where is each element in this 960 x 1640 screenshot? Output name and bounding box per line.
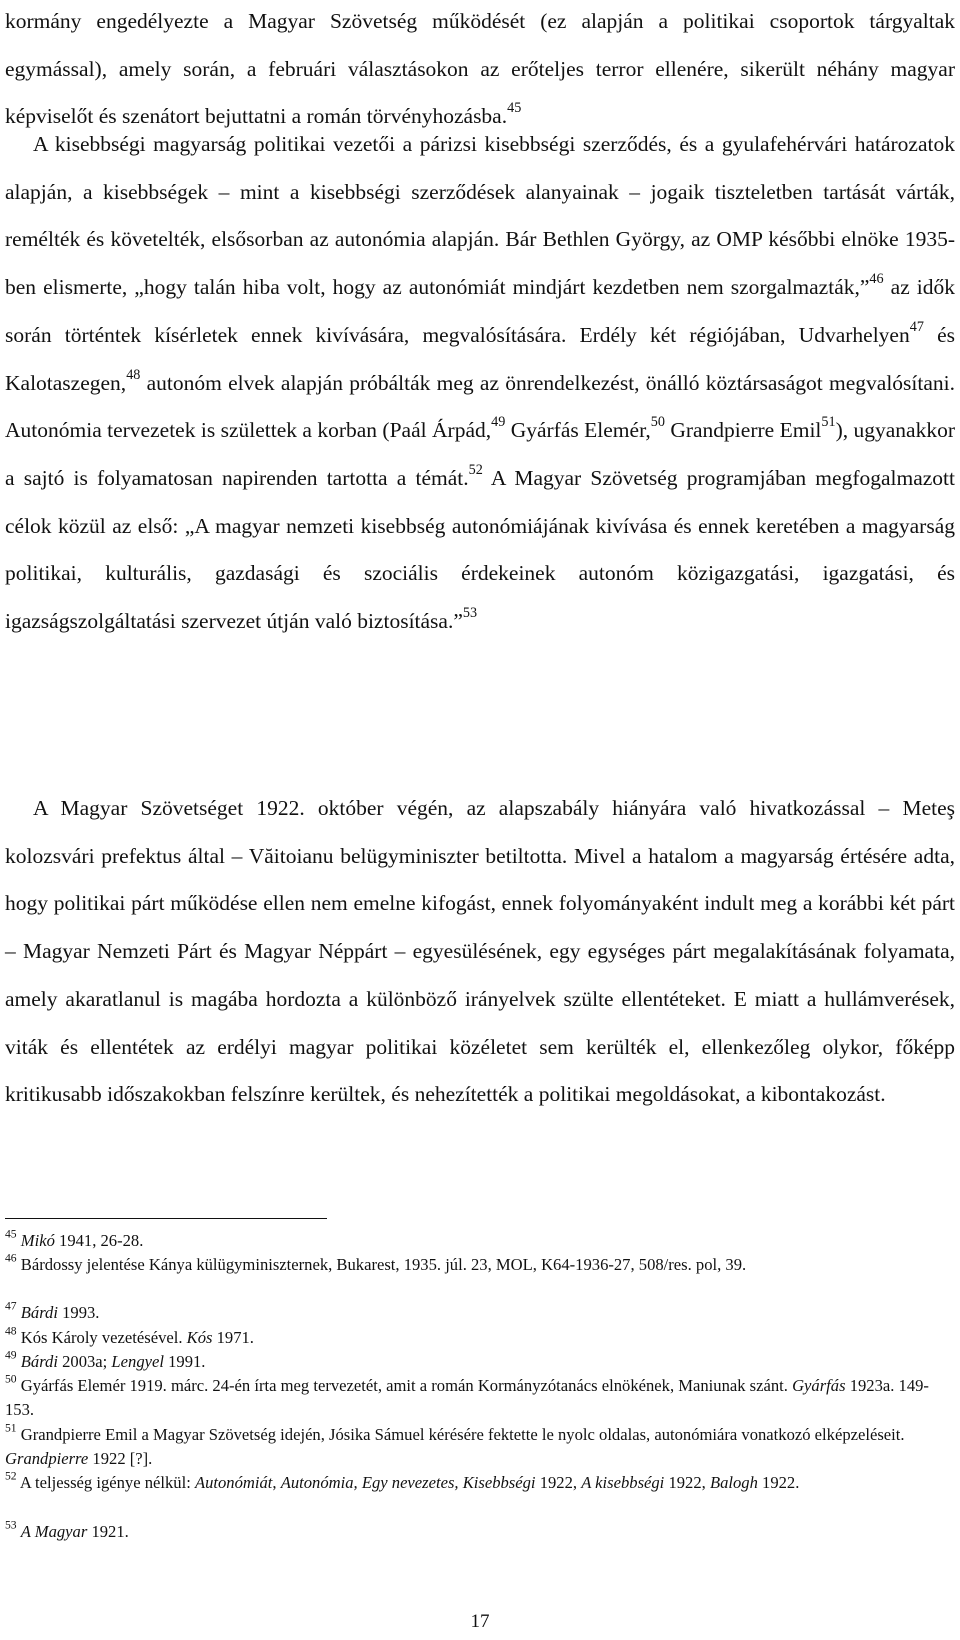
text-run: 1991. bbox=[163, 1352, 206, 1371]
italic-text: Bárdi bbox=[20, 1352, 58, 1371]
footnote bbox=[5, 1229, 955, 1253]
footnote bbox=[5, 1326, 955, 1350]
footnote-number: 50 bbox=[5, 1372, 17, 1386]
italic-text: A kisebbségi bbox=[581, 1473, 665, 1492]
footnote-reference: 50 bbox=[650, 414, 665, 431]
footnote-reference: 49 bbox=[491, 414, 506, 431]
italic-text: Autonómiát bbox=[194, 1473, 273, 1492]
footnote bbox=[5, 1520, 955, 1544]
footnote-number: 51 bbox=[5, 1421, 17, 1435]
page-number: 17 bbox=[470, 1611, 490, 1632]
footnote-reference: 53 bbox=[462, 604, 478, 621]
italic-text: Kós bbox=[186, 1328, 213, 1347]
italic-text: Bárdi bbox=[20, 1303, 58, 1322]
text-run: és Kalotaszegen, bbox=[5, 322, 955, 395]
text-run: Bárdossy jelentése Kánya külügyminiszternek, Bukarest, 1935. júl. 23, MOL, K64-1936-27, 508/res. pol, 39. bbox=[20, 1255, 747, 1274]
italic-text: Gyárfás bbox=[792, 1376, 846, 1395]
text-run: az idők során történtek kísérletek ennek kivívására, megvalósítására. Erdély két régiójában, Udvarhelyen bbox=[5, 275, 956, 347]
footnote bbox=[5, 1471, 955, 1495]
text-run: 1922 [?]. bbox=[88, 1449, 153, 1469]
footnote-reference: 48 bbox=[126, 366, 141, 383]
footnote-number: 45 bbox=[5, 1227, 17, 1241]
text-run: 1941, 26-28. bbox=[54, 1231, 144, 1250]
text-run: Grandpierre Emil a Magyar Szövetség idején, Jósika Sámuel kérésére fektette le nyolc oldalas, autonómiára vonatkozó elképzeléseit. bbox=[20, 1425, 905, 1444]
footnote bbox=[5, 1423, 955, 1472]
footnote bbox=[5, 1301, 955, 1325]
footnote-reference: 51 bbox=[821, 414, 836, 431]
footnote-reference: 46 bbox=[869, 271, 884, 288]
text-run: , bbox=[272, 1473, 281, 1492]
text-run: A Magyar Szövetséget 1922. október végén, az alapszabály hiányára való hivatkozással – Meteş kolozsvári prefektus által – Văitoianu belügyminiszter betiltotta. Mivel a hatalom a magyarság értésére adta, hogy politikai párt működése ellen nem emelne kifogást, ennek folyományaként indult meg a korábbi két párt – Magyar Nemzeti Párt és Magyar Néppárt – egyesülésének, egy egységes párt megalakításának folyamata, amely akaratlanul is magába hordozta a különböző irányelvek szülte ellentéteket. E miatt a hullámverések, viták és ellentétek az erdélyi magyar politikai közéletet sem kerülték el, ellenkezőleg olykor, főképp kritikusabb időszakokban felszínre kerültek, és nehezítették a politikai megoldásokat, a kibontakozást. bbox=[5, 796, 955, 1107]
italic-text: Mikó bbox=[20, 1231, 55, 1250]
text-run: kormány engedélyezte a Magyar Szövetség működését (ez alapján a politikai csoportok tárgyaltak egymással), amely során, a februári választásokon az erőteljes terror ellenére, sikerült néhány magyar képviselőt és szenátort bejuttatni a román törvényhozásba. bbox=[5, 9, 955, 129]
footnote-number: 47 bbox=[5, 1299, 17, 1313]
text-run: Gyárfás Elemér, bbox=[505, 418, 651, 443]
text-run: 1922, bbox=[535, 1473, 582, 1492]
footnote-number: 46 bbox=[5, 1251, 17, 1265]
body-paragraph bbox=[5, 785, 955, 1119]
text-run: 1922. bbox=[757, 1473, 800, 1492]
text-run: 2003a; bbox=[57, 1352, 112, 1371]
text-run: Grandpierre Emil bbox=[664, 418, 822, 443]
text-run: ), ugyanakkor a sajtó is folyamatosan napirenden tartotta a témát. bbox=[5, 418, 956, 490]
footnote-reference: 47 bbox=[909, 318, 924, 335]
footnote-number: 52 bbox=[5, 1469, 17, 1483]
footnote-number: 49 bbox=[5, 1348, 17, 1362]
italic-text: Balogh bbox=[709, 1473, 758, 1492]
footnote bbox=[5, 1350, 955, 1374]
text-run: 1971. bbox=[212, 1328, 254, 1347]
italic-text: Lengyel bbox=[111, 1352, 164, 1371]
body-paragraph bbox=[5, 121, 955, 646]
italic-text: Autonómia, Egy nevezetes, Kisebbségi bbox=[280, 1473, 536, 1492]
footnote-reference: 45 bbox=[507, 100, 522, 117]
text-run: 1922, bbox=[664, 1473, 710, 1492]
text-run: Kós Károly vezetésével. bbox=[20, 1328, 187, 1347]
text-run: A kisebbségi magyarság politikai vezetői a párizsi kisebbségi szerződés, és a gyulafehérvári határozatok alapján, a kisebbségek – mint a kisebbségi szerződések alanyainak – jogaik tiszteletben tartását várták, remélték és követelték, elsősorban az autonómia alapján. Bár Bethlen György, az OMP későbbi elnöke 1935-ben elismerte, „hogy talán hiba volt, hogy az autonómiát mindjárt kezdetben nem szorgalmazták,” bbox=[5, 132, 955, 300]
footnote-reference: 52 bbox=[468, 461, 483, 478]
footnote-separator bbox=[5, 1218, 327, 1219]
text-run: 1923a. 149-153. bbox=[5, 1376, 929, 1420]
text-run: Gyárfás Elemér 1919. márc. 24-én írta meg tervezetét, amit a román Kormányzótanács elnökének, Maniunak szánt. bbox=[20, 1376, 793, 1395]
text-run: 1993. bbox=[57, 1303, 100, 1322]
footnote-number: 53 bbox=[5, 1518, 17, 1532]
body-paragraph bbox=[5, 0, 955, 141]
footnote bbox=[5, 1253, 955, 1277]
text-run: autonóm elvek alapján próbálták meg az önrendelkezést, önálló köztársaságot megvalósítani. Autonómia tervezetek is születtek a korban (Paál Árpád, bbox=[5, 370, 955, 443]
text-run: A Magyar Szövetség programjában megfogalmazott célok közül az első: „A magyar nemzeti kisebbség autonómiájának kivívása és ennek keretében a magyarság politikai, kulturális, gazdasági és szociális érdekeinek autonóm közigazgatási, igazgatási, és igazságszolgáltatási szervezet útján való biztosítása.” bbox=[5, 465, 955, 634]
footnote-number: 48 bbox=[5, 1324, 17, 1338]
footnote bbox=[5, 1374, 955, 1423]
text-run: A teljesség igénye nélkül: bbox=[19, 1473, 195, 1492]
italic-text: A Magyar bbox=[20, 1522, 88, 1541]
text-run: 1921. bbox=[87, 1522, 129, 1541]
italic-text: Grandpierre bbox=[5, 1449, 89, 1469]
